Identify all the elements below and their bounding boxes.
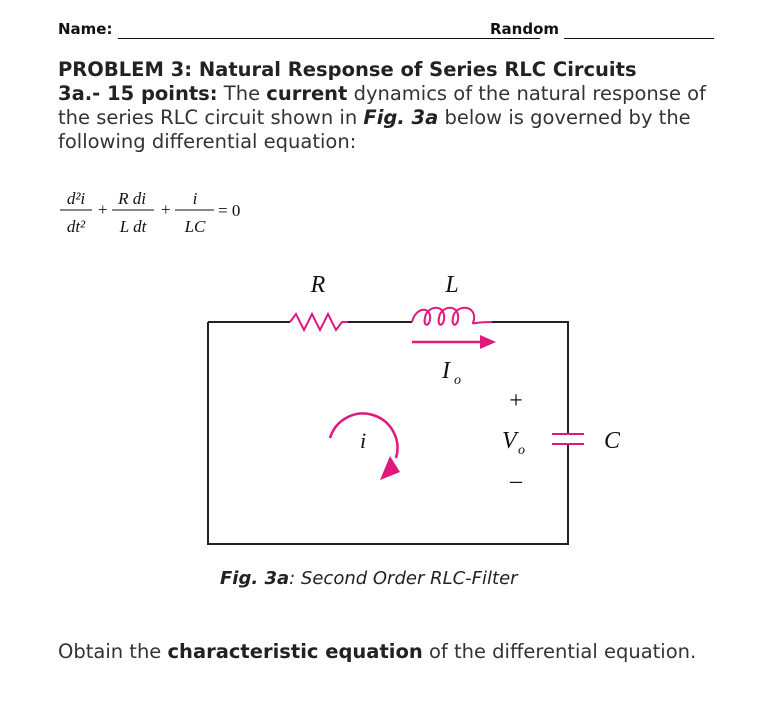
resistor-label: R	[310, 272, 326, 298]
voltage-minus-sign: –	[510, 468, 522, 494]
fig-reference: Fig. 3a	[363, 106, 439, 129]
caption-text: : Second Order RLC-Filter	[289, 568, 518, 589]
differential-equation	[58, 184, 258, 244]
rlc-circuit-diagram	[200, 262, 620, 562]
random-field-line[interactable]	[564, 38, 714, 39]
eq-plus-2: +	[161, 200, 171, 219]
task-keyword: characteristic equation	[167, 640, 423, 663]
name-field-line[interactable]	[118, 38, 540, 39]
random-label: Random	[490, 20, 560, 38]
eq-denominator-2: L dt	[119, 217, 147, 236]
task-instruction: Obtain the characteristic equation of the differential equation.	[58, 640, 697, 663]
inductor-symbol	[412, 308, 492, 325]
header-line	[58, 18, 718, 42]
problem-block	[58, 58, 730, 154]
current-subscript: o	[454, 373, 461, 388]
voltage-plus-sign: +	[509, 388, 523, 414]
inductor-label: L	[445, 272, 459, 298]
figure-caption	[220, 568, 518, 589]
eq-numerator-2: R di	[118, 189, 146, 208]
caption-fig-label: Fig. 3a	[220, 568, 290, 589]
problem-text: 3a.- 15 points: The current dynamics of the natural response of the series RLC circuit shown in Fig. 3a below is governed by the following differential equation:	[58, 82, 706, 153]
eq-denominator-3: LC	[184, 217, 206, 236]
current-label: I	[442, 358, 450, 384]
loop-current-label: i	[360, 428, 367, 453]
voltage-label: V	[502, 428, 517, 454]
current-keyword: current	[266, 82, 348, 105]
part-label: 3a.- 15 points:	[58, 82, 218, 105]
current-arrow	[412, 335, 496, 349]
eq-denominator-1: dt²	[66, 217, 86, 236]
voltage-subscript: o	[518, 443, 525, 458]
name-label: Name:	[58, 20, 113, 38]
problem-title: PROBLEM 3: Natural Response of Series RLC Circuits	[58, 58, 637, 81]
eq-numerator-1: d²i	[66, 189, 86, 208]
eq-numerator-3: i	[192, 189, 198, 208]
capacitor-label: C	[604, 428, 620, 454]
resistor-symbol	[290, 314, 348, 330]
eq-rhs: = 0	[218, 201, 241, 220]
eq-plus-1: +	[98, 200, 108, 219]
capacitor-symbol	[552, 434, 584, 444]
